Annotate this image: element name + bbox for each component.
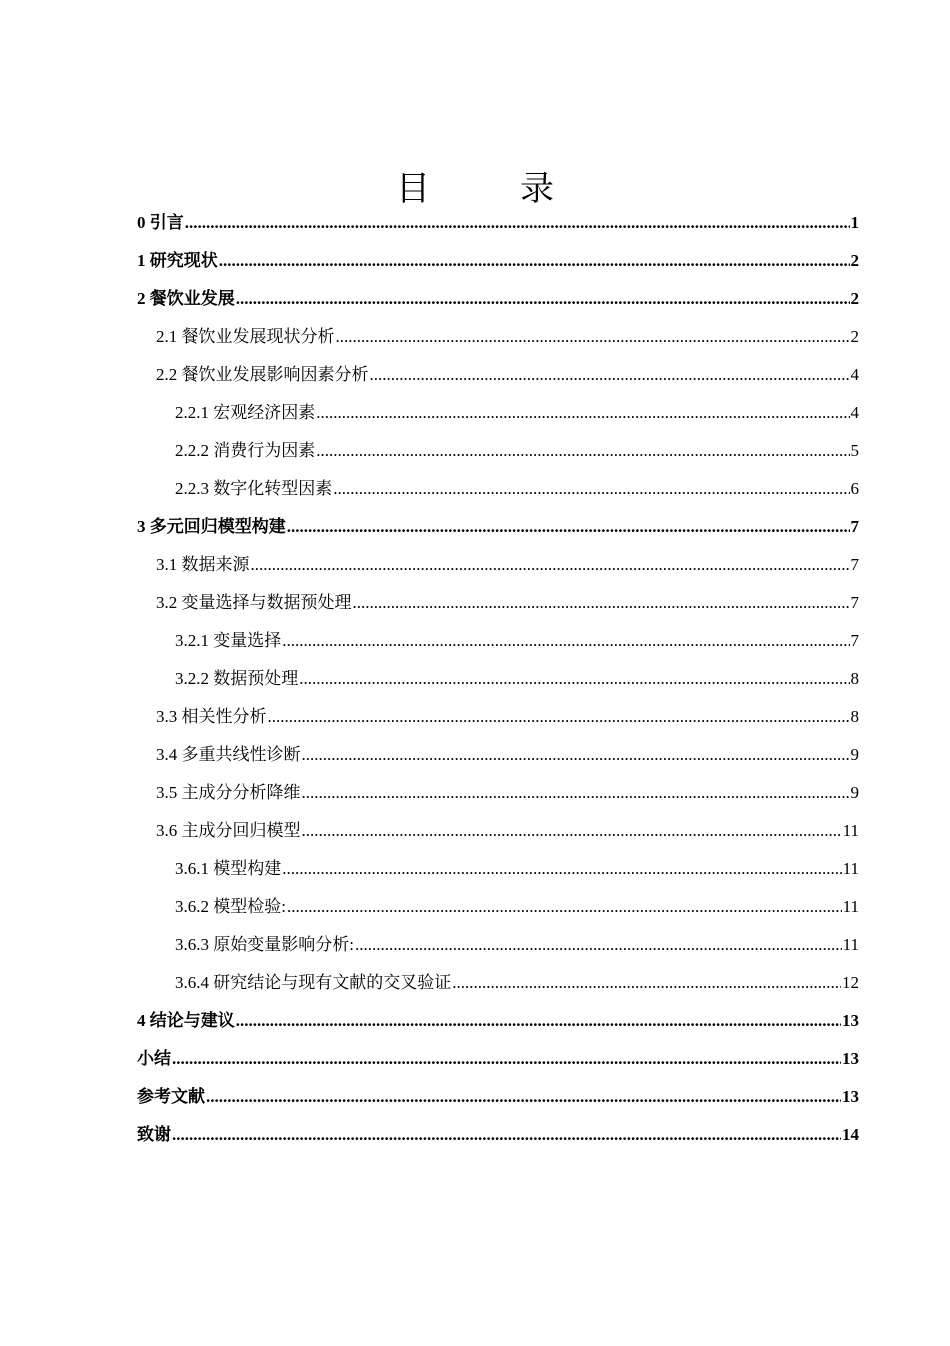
toc-entry-page: 11 (842, 821, 859, 840)
toc-entry-page: 4 (850, 403, 859, 422)
toc-entry-label: 3.4 多重共线性诊断 (156, 745, 301, 764)
toc-dot-leader (206, 1078, 841, 1116)
toc-entry[interactable] (137, 356, 859, 394)
toc-entry-label: 3.2.2 数据预处理 (175, 669, 299, 688)
toc-dot-leader (333, 470, 849, 508)
toc-dot-leader (336, 318, 850, 356)
toc-entry-page: 2 (850, 327, 859, 346)
toc-entry-page: 7 (850, 631, 859, 650)
toc-dot-leader (355, 926, 842, 964)
toc-entry-label: 3.6.3 原始变量影响分析: (175, 935, 354, 954)
toc-entry[interactable] (137, 584, 859, 622)
toc-entry-page: 9 (850, 783, 859, 802)
toc-entry[interactable] (137, 546, 859, 584)
toc-dot-leader (370, 356, 850, 394)
toc-entry-page: 13 (842, 1049, 859, 1068)
toc-dot-leader (302, 812, 842, 850)
toc-entry-label: 1 研究现状 (137, 251, 218, 270)
toc-entry[interactable] (137, 394, 859, 432)
toc-entry[interactable] (137, 470, 859, 508)
toc-entry-label: 3.6 主成分回归模型 (156, 821, 301, 840)
toc-entry[interactable] (137, 1078, 859, 1116)
toc-entry-page: 12 (842, 973, 859, 992)
toc-dot-leader (236, 280, 850, 318)
toc-dot-leader (282, 850, 841, 888)
toc-entry-label: 参考文献 (137, 1087, 205, 1106)
toc-entry[interactable] (137, 964, 859, 1002)
toc-dot-leader (302, 774, 850, 812)
toc-entry[interactable] (137, 774, 859, 812)
toc-dot-leader (299, 660, 849, 698)
toc-entry-label: 0 引言 (137, 213, 184, 232)
toc-entry-page: 11 (842, 859, 859, 878)
toc-entry[interactable] (137, 432, 859, 470)
toc-dot-leader (353, 584, 850, 622)
toc-entry-page: 2 (850, 251, 859, 270)
toc-entry-label: 4 结论与建议 (137, 1011, 235, 1030)
toc-entry[interactable] (137, 622, 859, 660)
toc-entry-page: 6 (850, 479, 859, 498)
toc-entry-page: 11 (842, 897, 859, 916)
toc-entry-label: 3.5 主成分分析降维 (156, 783, 301, 802)
toc-entry-label: 致谢 (137, 1125, 171, 1144)
toc-entry-label: 2.2.3 数字化转型因素 (175, 479, 333, 498)
toc-entry-label: 2 餐饮业发展 (137, 289, 235, 308)
toc-entry-page: 8 (850, 707, 859, 726)
toc-entry-label: 3.1 数据来源 (156, 555, 250, 574)
toc-entry[interactable] (137, 926, 859, 964)
toc-entry[interactable] (137, 736, 859, 774)
toc-entry-label: 2.2.2 消费行为因素 (175, 441, 316, 460)
toc-entry-page: 4 (850, 365, 859, 384)
toc-entry-label: 3.2.1 变量选择 (175, 631, 282, 650)
toc-entry-label: 3.6.2 模型检验: (175, 897, 286, 916)
toc-entry[interactable] (137, 660, 859, 698)
toc-entry-page: 1 (850, 213, 859, 232)
toc-entry[interactable] (137, 1116, 859, 1154)
toc-entry-page: 14 (842, 1125, 859, 1144)
table-of-contents (137, 204, 859, 1154)
toc-entry[interactable] (137, 698, 859, 736)
toc-entry[interactable] (137, 850, 859, 888)
toc-dot-leader (251, 546, 850, 584)
toc-entry-label: 3.2 变量选择与数据预处理 (156, 593, 352, 612)
toc-entry-page: 7 (850, 593, 859, 612)
toc-title: 目 录 (396, 168, 582, 209)
toc-entry[interactable] (137, 1002, 859, 1040)
toc-entry-page: 7 (850, 517, 859, 536)
toc-dot-leader (452, 964, 841, 1002)
toc-entry-label: 2.2 餐饮业发展影响因素分析 (156, 365, 369, 384)
toc-dot-leader (236, 1002, 841, 1040)
toc-entry-label: 2.2.1 宏观经济因素 (175, 403, 316, 422)
toc-dot-leader (185, 204, 850, 242)
toc-entry-label: 3.6.1 模型构建 (175, 859, 282, 878)
toc-dot-leader (172, 1116, 841, 1154)
toc-entry[interactable] (137, 812, 859, 850)
toc-entry[interactable] (137, 280, 859, 318)
toc-dot-leader (268, 698, 850, 736)
toc-entry-page: 13 (842, 1011, 859, 1030)
toc-entry-page: 7 (850, 555, 859, 574)
toc-entry-label: 3 多元回归模型构建 (137, 517, 286, 536)
toc-dot-leader (316, 432, 849, 470)
toc-dot-leader (316, 394, 849, 432)
toc-dot-leader (287, 888, 842, 926)
toc-entry-label: 小结 (137, 1049, 171, 1068)
toc-dot-leader (282, 622, 849, 660)
toc-entry-label: 2.1 餐饮业发展现状分析 (156, 327, 335, 346)
toc-dot-leader (219, 242, 850, 280)
toc-entry-page: 8 (850, 669, 859, 688)
toc-entry-page: 11 (842, 935, 859, 954)
toc-entry[interactable] (137, 318, 859, 356)
toc-entry-page: 9 (850, 745, 859, 764)
toc-entry-page: 2 (850, 289, 859, 308)
toc-dot-leader (172, 1040, 841, 1078)
toc-entry-label: 3.3 相关性分析 (156, 707, 267, 726)
toc-entry[interactable] (137, 204, 859, 242)
toc-entry[interactable] (137, 888, 859, 926)
toc-entry-label: 3.6.4 研究结论与现有文献的交叉验证 (175, 973, 452, 992)
toc-entry[interactable] (137, 242, 859, 280)
toc-dot-leader (302, 736, 850, 774)
toc-entry-page: 13 (842, 1087, 859, 1106)
toc-entry[interactable] (137, 1040, 859, 1078)
toc-dot-leader (287, 508, 850, 546)
toc-entry-page: 5 (850, 441, 859, 460)
toc-entry[interactable] (137, 508, 859, 546)
